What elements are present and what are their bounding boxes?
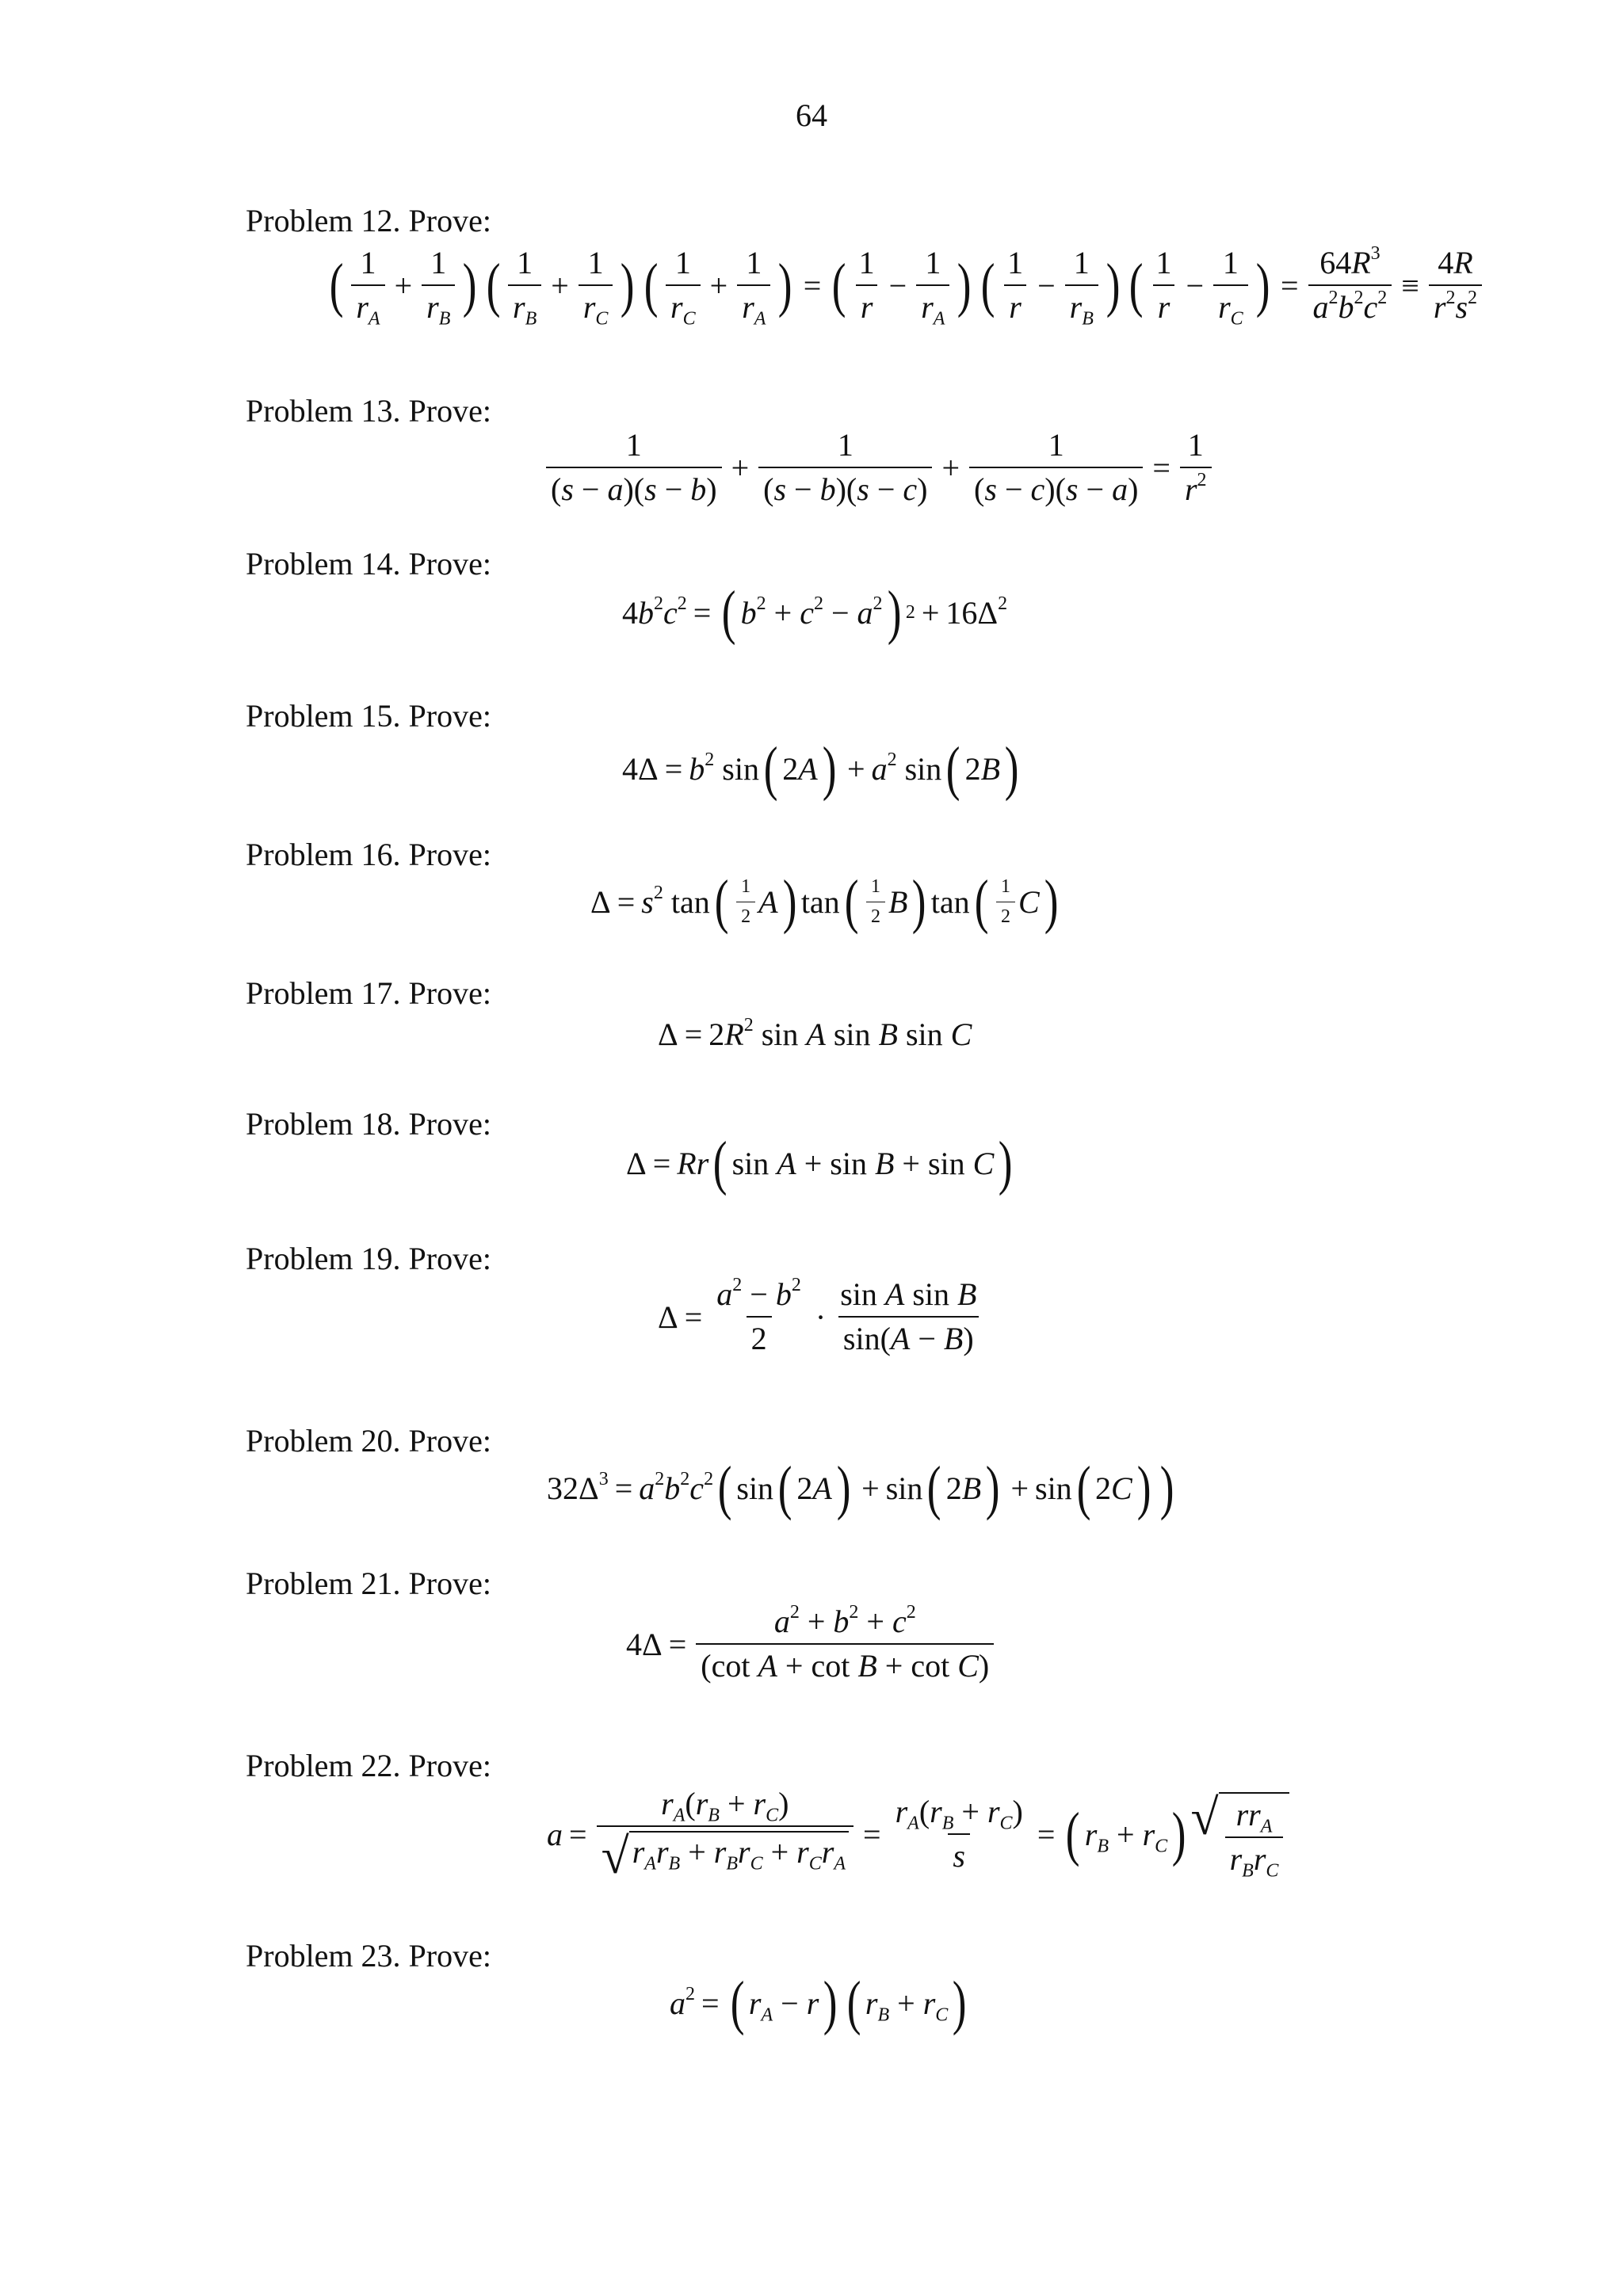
- problem-23-label: Problem 23. Prove:: [246, 1938, 491, 1974]
- problem-20-label: Problem 20. Prove:: [246, 1423, 491, 1459]
- problem-12-label: Problem 12. Prove:: [246, 203, 491, 238]
- problem-13-equation: $\frac{1}{(s - a)(s - b)}$ + $\frac{1}{(s - b)(s - c)}$ + $\frac{1}{(s - c)(s - a)}$ = $\frac{1}{r^2}$: [543, 428, 1215, 507]
- problem-17-label: Problem 17. Prove:: [246, 975, 491, 1011]
- problem-21-equation: 4Δ = $\frac{a^2 + b^2 + c^2}{\text{(cot A + cot B + cot C)}}$: [626, 1604, 997, 1684]
- problem-12-equation: ( $\frac{1}{r_A}$ + $\frac{1}{r_B}$ ) ( $\frac{1}{r_B}$ + $\frac{1}{r_C}$ ) ( $\frac{1}{r_C}$ + $\frac{1}{r_A}$ ) = ( $\frac{1}{r}$ − $\frac{1}{r_A}$ ) ( $\frac{1}{r}$ − $\frac{1}{r_B}$ ) ( $\frac{1}{r}$ − $\frac{1}{r_C}$ ) = $\frac{64R^3}{a^2b^2c^2}$ ≡ $\frac{4R}{r^2s^2}$: [325, 246, 1485, 325]
- problem-17-equation: Δ = $2R^2$ sin A sin B sin C: [658, 1015, 972, 1052]
- problem-22-equation: a = $r_A(r_B + r_C)$ √ $r_Ar_B + r_Br_C + r_Cr_A$ = $\frac{r_A(r_B + r_C)}{s}$ = ( $r_B + r_C$ ) √ $\frac{rr_A}{r_Br_C}$: [547, 1787, 1289, 1882]
- problem-18-equation: Δ = Rr ( sin A + sin B + sin C ): [626, 1130, 1013, 1196]
- problem-23-equation: $a^2$ = ( $r_A - r$ ) ( $r_B + r_C$ ): [670, 1970, 967, 2036]
- problem-15-equation: 4Δ = $b^2$ sin ( 2A ) + $a^2$ sin ( 2B ): [622, 735, 1019, 802]
- problem-16-equation: Δ = $s^2$ tan ( $\frac{1}{2}$ A ) tan ( $\frac{1}{2}$ B ) tan ( $\frac{1}{2}$ C ): [590, 868, 1059, 935]
- problem-14-equation: $4b^2c^2$ = ( $b^2 + c^2 - a^2$ ) 2 + $16\Delta^2$: [622, 579, 1008, 646]
- page-number: 64: [796, 97, 827, 133]
- problem-22-label: Problem 22. Prove:: [246, 1748, 491, 1783]
- problem-16-label: Problem 16. Prove:: [246, 837, 491, 872]
- problem-20-equation: $32\Delta^3$ = $a^2b^2c^2$ ( sin ( 2A ) + sin ( 2B ) + sin ( 2C ) ): [547, 1455, 1174, 1521]
- problem-14-label: Problem 14. Prove:: [246, 546, 491, 582]
- problem-21-label: Problem 21. Prove:: [246, 1566, 491, 1601]
- problem-13-label: Problem 13. Prove:: [246, 393, 491, 429]
- problem-18-label: Problem 18. Prove:: [246, 1106, 491, 1142]
- problem-19-equation: Δ = $\frac{a^2 - b^2}{2}$ · $\frac{\text{sin A sin B}}{\sin(A - B)}$: [658, 1277, 984, 1356]
- problem-15-label: Problem 15. Prove:: [246, 698, 491, 734]
- problem-19-label: Problem 19. Prove:: [246, 1241, 491, 1276]
